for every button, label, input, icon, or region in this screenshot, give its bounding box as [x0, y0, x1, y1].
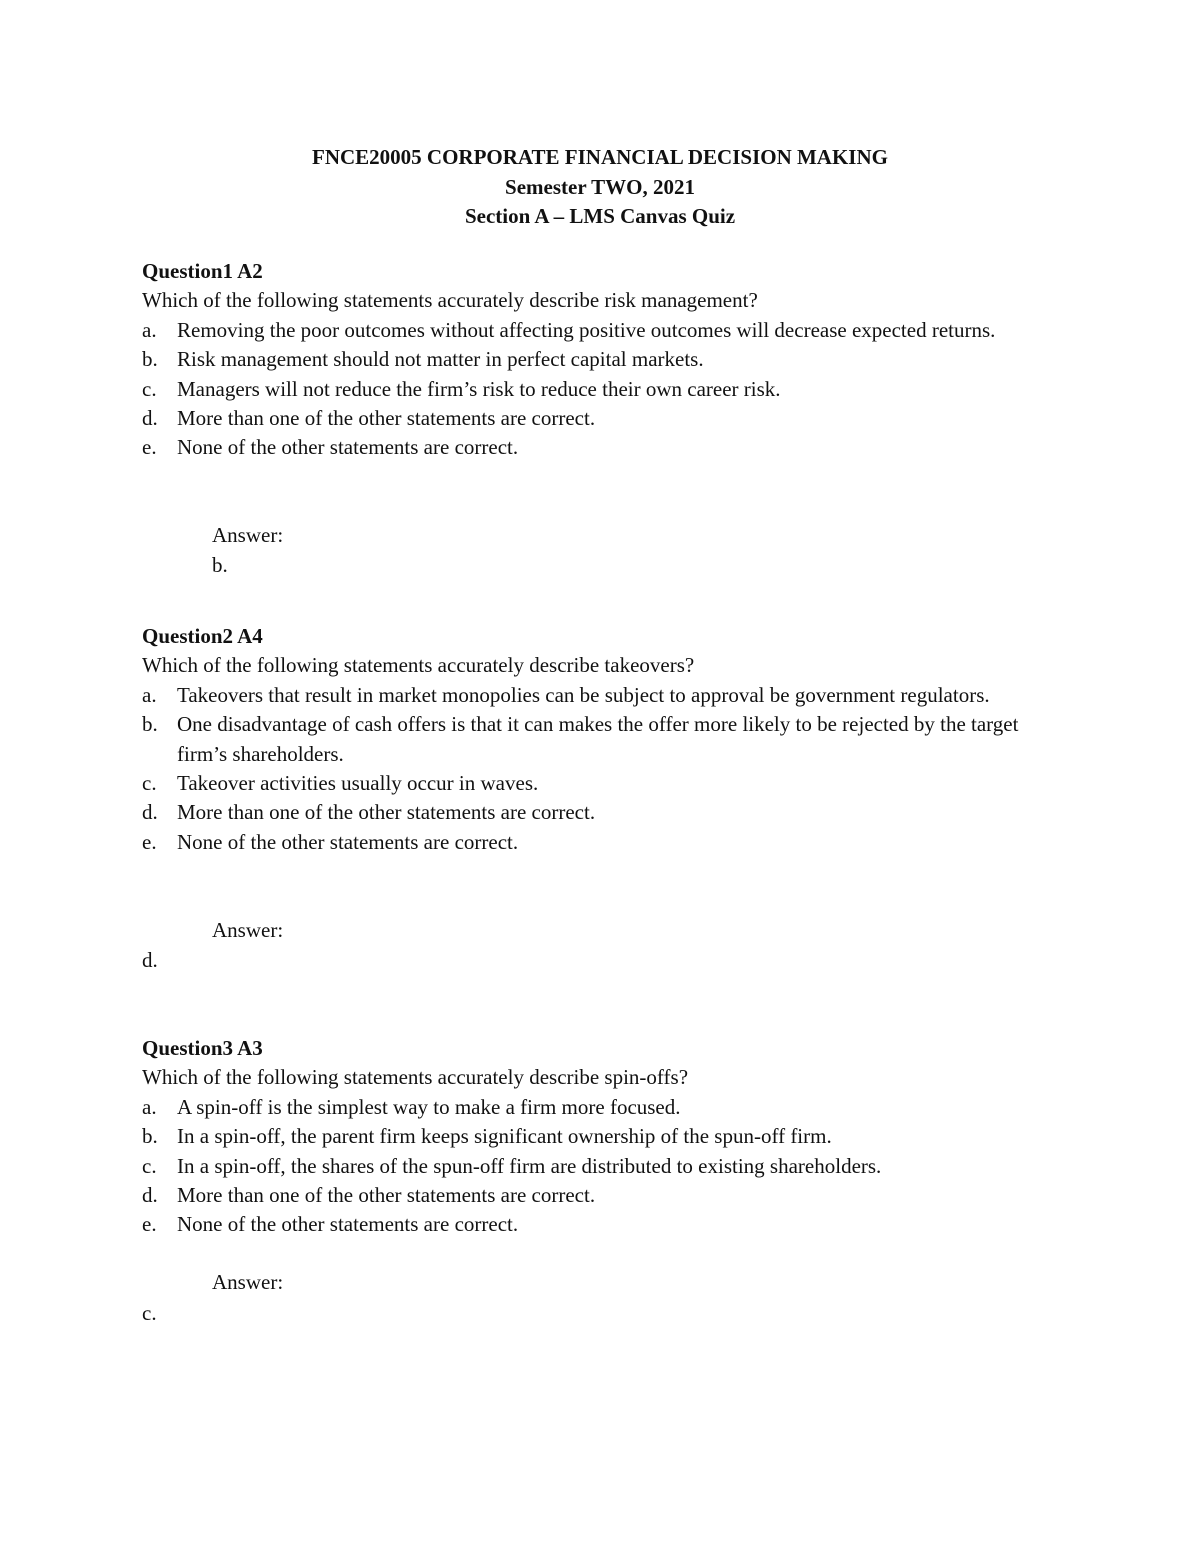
question-title: Question1 A2	[142, 259, 263, 283]
option-list	[142, 681, 1042, 857]
answer-label-2: Answer:	[212, 918, 284, 942]
option-letter: b.	[142, 1124, 158, 1149]
option-text: More than one of the other statements are correct.	[177, 1183, 596, 1208]
option-e	[142, 433, 1042, 462]
option-a	[142, 316, 1042, 345]
option-d	[142, 1181, 1042, 1210]
option-d	[142, 798, 1042, 827]
question-block-2	[142, 622, 1042, 857]
option-letter: a.	[142, 317, 157, 342]
option-c	[142, 1152, 1042, 1181]
option-text: In a spin-off, the shares of the spun-off firm are distributed to existing shareholders.	[177, 1153, 882, 1178]
option-text: More than one of the other statements are correct.	[177, 800, 596, 825]
semester-line: Semester TWO, 2021	[505, 174, 695, 199]
option-b	[142, 710, 1042, 769]
option-letter: a.	[142, 1094, 157, 1119]
course-title: FNCE20005 CORPORATE FINANCIAL DECISION MAKING	[312, 145, 888, 169]
answer-value-1: b.	[212, 553, 228, 577]
option-letter: c.	[142, 1153, 157, 1178]
option-letter: b.	[142, 347, 158, 372]
option-a	[142, 681, 1042, 710]
option-letter: d.	[142, 800, 158, 825]
option-b	[142, 345, 1042, 374]
option-a	[142, 1093, 1042, 1122]
option-letter: e.	[142, 435, 157, 460]
question-block-3	[142, 1034, 1042, 1240]
option-text: A spin-off is the simplest way to make a firm more focused.	[177, 1094, 681, 1119]
option-letter: e.	[142, 829, 157, 854]
question-block-1	[142, 257, 1042, 463]
option-list	[142, 1093, 1042, 1240]
question-text: Which of the following statements accurately describe risk management?	[142, 288, 758, 313]
option-text: Risk management should not matter in perfect capital markets.	[177, 347, 704, 372]
option-letter: d.	[142, 1183, 158, 1208]
document-header	[0, 143, 1200, 232]
option-c	[142, 375, 1042, 404]
option-letter: b.	[142, 712, 158, 737]
option-b	[142, 1122, 1042, 1151]
option-list	[142, 316, 1042, 463]
option-text: More than one of the other statements are correct.	[177, 406, 596, 431]
question-text: Which of the following statements accurately describe spin-offs?	[142, 1065, 689, 1090]
answer-label-3: Answer:	[212, 1270, 284, 1294]
question-title: Question2 A4	[142, 624, 263, 648]
option-text: One disadvantage of cash offers is that it can makes the offer more likely to be rejected by the target firm’s shareholders.	[177, 712, 1019, 766]
option-letter: a.	[142, 682, 157, 707]
answer-label-1: Answer:	[212, 523, 284, 547]
option-text: Takeover activities usually occur in waves.	[177, 771, 539, 796]
section-title: Section A – LMS Canvas Quiz	[464, 204, 736, 228]
option-d	[142, 404, 1042, 433]
option-c	[142, 769, 1042, 798]
option-letter: e.	[142, 1212, 157, 1237]
option-letter: c.	[142, 376, 157, 401]
option-e	[142, 828, 1042, 857]
option-letter: c.	[142, 771, 157, 796]
option-text: Takeovers that result in market monopolies can be subject to approval be government regulators.	[177, 682, 990, 707]
answer-value-3: c.	[142, 1301, 157, 1325]
option-text: None of the other statements are correct.	[177, 829, 519, 854]
option-text: None of the other statements are correct.	[177, 435, 519, 460]
option-text: In a spin-off, the parent firm keeps significant ownership of the spun-off firm.	[177, 1124, 832, 1149]
option-text: None of the other statements are correct.	[177, 1212, 519, 1237]
answer-value-2: d.	[142, 948, 158, 972]
option-text: Removing the poor outcomes without affecting positive outcomes will decrease expected returns.	[177, 317, 996, 342]
option-text: Managers will not reduce the firm’s risk to reduce their own career risk.	[177, 376, 781, 401]
option-e	[142, 1210, 1042, 1239]
question-title: Question3 A3	[142, 1036, 263, 1060]
option-letter: d.	[142, 406, 158, 431]
question-text: Which of the following statements accurately describe takeovers?	[142, 653, 695, 678]
